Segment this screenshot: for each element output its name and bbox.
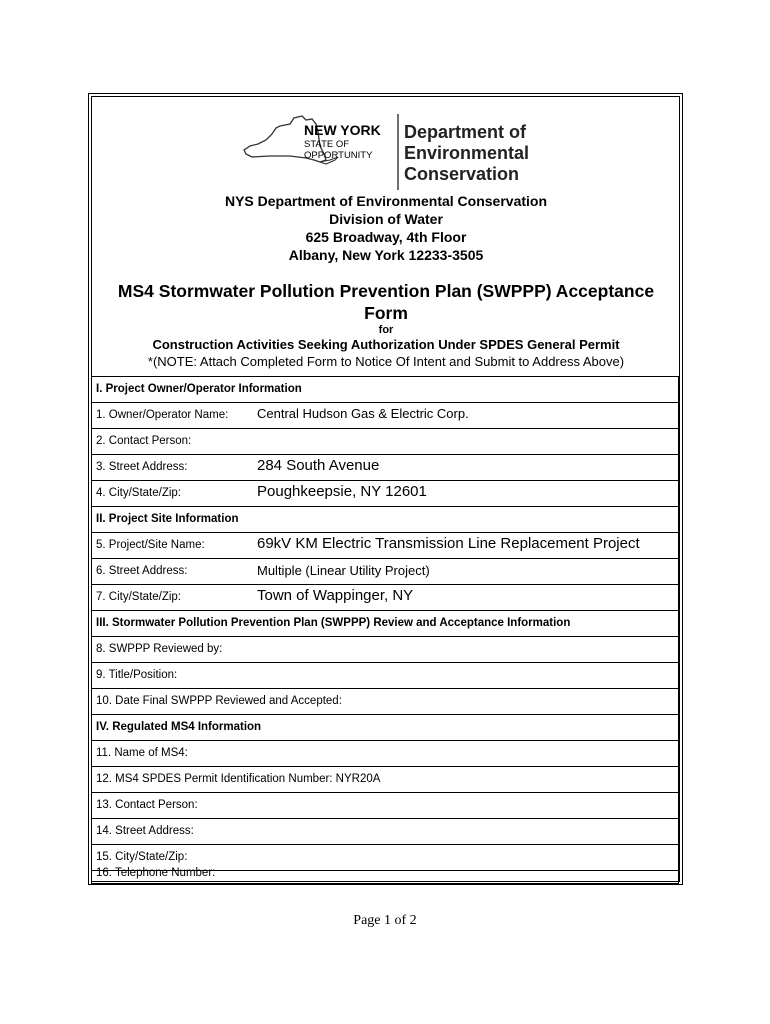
logo-tagline-line2: OPPORTUNITY	[304, 150, 373, 161]
field-label: 11. Name of MS4:	[96, 747, 188, 759]
field-label: 15. City/State/Zip:	[96, 851, 188, 863]
logo-department-line3: Conservation	[404, 164, 520, 184]
field-label: 4. City/State/Zip:	[96, 487, 182, 499]
field-label: 16. Telephone Number:	[96, 867, 216, 879]
address-line-1: NYS Department of Environmental Conservation	[224, 193, 548, 209]
field-value: Town of Wappinger, NY	[257, 587, 414, 604]
field-label: 7. City/State/Zip:	[96, 591, 182, 603]
field-label: 2. Contact Person:	[96, 435, 192, 447]
field-city-state-zip-2[interactable]	[92, 585, 678, 611]
section-2-heading: II. Project Site Information	[96, 513, 239, 525]
field-project-site-name[interactable]	[92, 533, 678, 559]
logo-department-line2: Environmental	[404, 143, 530, 163]
logo-department-line1: Department of	[404, 122, 527, 142]
field-contact-person-2[interactable]	[92, 793, 678, 819]
field-value: 284 South Avenue	[257, 457, 380, 474]
field-telephone-number[interactable]	[92, 867, 678, 883]
field-date-reviewed-accepted[interactable]	[92, 689, 678, 715]
field-city-state-zip-1[interactable]	[92, 481, 678, 507]
logo-tagline-line1: STATE OF	[304, 139, 350, 150]
section-4-heading: IV. Regulated MS4 Information	[96, 721, 262, 733]
field-owner-operator-name[interactable]	[92, 403, 678, 429]
section-3-header	[92, 611, 678, 637]
form-title-line-1: MS4 Stormwater Pollution Prevention Plan (SWPPP) Acceptance	[117, 281, 655, 301]
field-street-address-1[interactable]	[92, 455, 678, 481]
form-note: *(NOTE: Attach Completed Form to Notice Of Intent and Submit to Address Above)	[147, 354, 625, 369]
field-label: 3. Street Address:	[96, 461, 188, 473]
section-1-header	[92, 377, 678, 403]
field-value: Multiple (Linear Utility Project)	[257, 563, 430, 578]
field-label: 13. Contact Person:	[96, 799, 198, 811]
field-label: 10. Date Final SWPPP Reviewed and Accepted:	[96, 695, 342, 707]
field-label: 8. SWPPP Reviewed by:	[96, 643, 223, 655]
form-subtitle: Construction Activities Seeking Authorization Under SPDES General Permit	[152, 337, 620, 352]
logo-state-name: NEW YORK	[304, 122, 381, 138]
field-label: 12. MS4 SPDES Permit Identification Number: NYR20A	[96, 773, 381, 785]
field-label: 9. Title/Position:	[96, 669, 178, 681]
for-text: for	[378, 324, 394, 336]
field-value: Poughkeepsie, NY 12601	[257, 483, 427, 500]
field-street-address-3[interactable]	[92, 819, 678, 845]
field-contact-person-1[interactable]	[92, 429, 678, 455]
field-label: 14. Street Address:	[96, 825, 194, 837]
field-label: 5. Project/Site Name:	[96, 539, 205, 551]
section-1-heading: I. Project Owner/Operator Information	[96, 383, 302, 395]
form-title-line-2: Form	[364, 303, 408, 323]
field-value: Central Hudson Gas & Electric Corp.	[257, 406, 469, 421]
address-line-2: Division of Water	[329, 211, 443, 227]
field-value: 69kV KM Electric Transmission Line Replacement Project	[257, 535, 640, 552]
field-street-address-2[interactable]	[92, 559, 678, 585]
form-table	[91, 376, 679, 884]
page-number: Page 1 of 2	[353, 913, 417, 928]
field-title-position[interactable]	[92, 663, 678, 689]
address-line-4: Albany, New York 12233-3505	[288, 247, 484, 263]
field-label: 6. Street Address:	[96, 565, 188, 577]
section-4-header	[92, 715, 678, 741]
section-3-heading: III. Stormwater Pollution Prevention Plan (SWPPP) Review and Acceptance Information	[96, 617, 571, 629]
address-line-3: 625 Broadway, 4th Floor	[305, 229, 467, 245]
field-label: 1. Owner/Operator Name:	[96, 409, 229, 421]
field-name-of-ms4[interactable]	[92, 741, 678, 767]
field-swppp-reviewed-by[interactable]	[92, 637, 678, 663]
field-ms4-permit-number[interactable]	[92, 767, 678, 793]
section-2-header	[92, 507, 678, 533]
nysdec-logo	[240, 110, 540, 194]
